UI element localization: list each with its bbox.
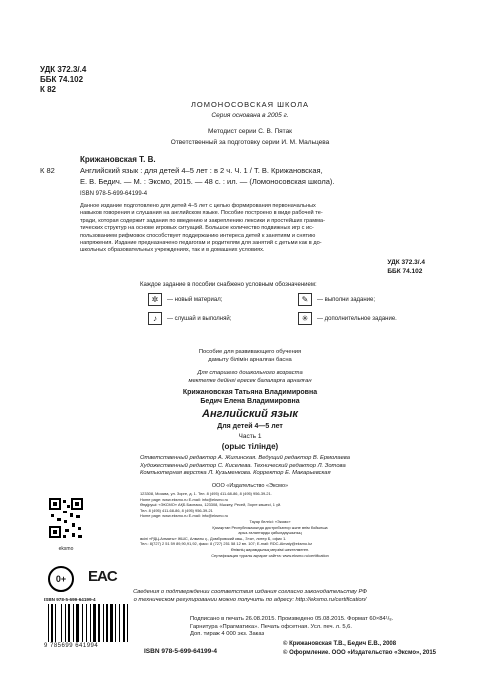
barcode-bar: [110, 604, 113, 642]
udk-block: [40, 65, 86, 95]
kaz-line-2: дамыту бiлiмiн арналған басна: [208, 357, 292, 363]
barcode-bar: [51, 604, 53, 642]
editor-line: Компьютерная верстка Л. Кузьменкова. Корректор Е. Макарьевская: [140, 470, 331, 477]
barcode-bar: [55, 604, 56, 642]
new-material-icon: ✲: [148, 293, 162, 306]
bib-record-line-2: Е. В. Бедич. — М. : Эксмо, 2015. — 48 с. : ил. — (Ломоносовская школа).: [80, 177, 335, 186]
barcode-digits: 9 785699 641994: [44, 643, 99, 649]
publisher-line: 123308, Москва, ул. Зорге, д. 1. Тел. 8 (495) 411-68-86, 8 (495) 956-39-21.: [140, 491, 272, 496]
udk-right: [387, 258, 425, 276]
series-founded: Серия основана в 2005 г.: [211, 112, 289, 119]
barcode-bar: [76, 604, 79, 642]
print-line: Подписано в печать 26.08.2015. Произведено 05.08.2015. Формат 60×84¹/₈.: [190, 616, 394, 622]
book-title: Английский язык: [202, 408, 298, 420]
barcode-bar: [123, 604, 125, 642]
eac-mark: EAC: [88, 568, 117, 585]
publisher-line: Сертификация туралы ақпарат сайтта: www.eksmo.ru/certification: [211, 552, 329, 558]
bib-record-line-1: Английский язык : для детей 4–5 лет : в 2 ч. Ч. 1 / Т. В. Крижановская,: [80, 166, 323, 175]
udk-line: УДК 372.3/.4: [40, 65, 87, 74]
catalog-code: К 82: [40, 166, 55, 175]
barcode-bar: [68, 604, 70, 642]
series-methodist: Методист серии С. В. Пятак: [207, 128, 293, 135]
series-title: ЛОМОНОСОВСКАЯ ШКОЛА: [190, 100, 310, 109]
publisher-name: ООО «Издательство «Эксмо»: [211, 483, 289, 489]
series-responsible: Ответственный за подготовку серии И. М. Мальцева: [170, 139, 330, 146]
abstract: [80, 203, 425, 255]
language-note: (орыс тiлiнде): [221, 442, 279, 451]
part-number: Часть 1: [238, 433, 262, 440]
do-task-icon: ✎: [298, 293, 312, 306]
abstract-line: школьных образовательных учреждениях, так и в домашних условиях.: [80, 247, 265, 254]
barcode-bars: [48, 604, 130, 642]
qr-code: [48, 497, 84, 551]
abstract-line: тических структур на основе игровых ситуаций. Большое количество подвижных игр с ис-: [80, 225, 314, 232]
barcode-bar: [93, 604, 96, 642]
k82-line: К 82: [40, 85, 57, 94]
print-line: Гарнитура «Прагматика». Печать офсетная. Усл. печ. л. 5,6.: [190, 623, 353, 630]
barcode-bar: [115, 604, 116, 642]
publisher-line: өкiлi «РДЦ-Алматы» ЖШС, Алматы қ., Домбровский көш., 3«а», литер Б, офис 1.: [140, 535, 287, 541]
legend-intro: Каждое задание в пособии снабжено условным обозначением:: [140, 282, 317, 288]
extra-task-icon: ✳: [298, 312, 312, 325]
age-rating-badge: 0+: [48, 566, 74, 592]
publisher-line: Өнiмнiң жарамдылық мерзiмi шектелмеген.: [230, 546, 310, 552]
abstract-line: тради, которая содержит задания по введению и закреплению лексики и простейших грамма-: [80, 217, 325, 224]
barcode-bar: [61, 604, 62, 642]
qr-caption: eksmo: [58, 546, 74, 552]
publisher-line: Тел. 8 (495) 411-68-86, 8 (495) 956-39-21: [140, 507, 213, 513]
qr-code-icon: [48, 497, 84, 541]
listen-icon: ♪: [148, 312, 162, 325]
barcode: [44, 597, 132, 653]
barcode-bar: [48, 604, 49, 642]
barcode-bar: [127, 604, 128, 642]
legend-do: — выполни задание;: [317, 296, 376, 303]
barcode-bar: [82, 604, 83, 642]
author-full-2: Бедич Елена Владимировна: [200, 398, 300, 405]
isbn-record: ISBN 978-5-699-64199-4: [80, 191, 148, 197]
copyright-line-2: © Оформление. ООО «Издательство «Эксмо», 2015: [283, 650, 437, 656]
barcode-bar: [86, 604, 87, 642]
editors: [140, 455, 350, 478]
barcode-bar: [90, 604, 91, 642]
abstract-line: напряжения. Издание предназначено педагогам и родителям для занятий с детьми как в до-: [80, 240, 322, 247]
legend: [148, 293, 448, 333]
legend-new: — новый материал;: [167, 296, 223, 303]
editor-line: Художественный редактор С. Киселева. Технический редактор Л. Зотова: [140, 462, 346, 469]
isbn-bottom: ISBN 978-5-699-64199-4: [144, 648, 217, 655]
barcode-bar: [106, 604, 108, 642]
copyright-line-1: © Крижановская Т.В., Бедич Е.В., 2008: [283, 641, 397, 647]
legend-listen: — слушай и выполняй;: [167, 315, 232, 322]
kaz-line-4: мектепке дейiнгi ересек балаларға арналған: [188, 378, 312, 384]
barcode-bar: [98, 604, 100, 642]
cert-line-1: Сведения о подтверждении соответствия издания согласно законодательству РФ: [133, 589, 367, 595]
publisher-line: Тел.: 8(727) 2 51 59 89,90,91,92, факс: 8 (727) 251 58 12 вн. 107; E-mail: RDC-Almaty@eksmo.kz: [140, 541, 313, 547]
cert-line-2: о техническом регулировании можно получить по адресу: http://eksmo.ru/certification/: [133, 597, 367, 603]
author-heading: Крижановская Т. В.: [80, 155, 156, 164]
bbk-right-line: ББК 74.102: [387, 268, 423, 275]
abstract-line: пользованием рифмовок способствует поддержанию интереса детей к занятиям и снятию: [80, 232, 316, 239]
legend-extra: — дополнительное задание.: [317, 315, 397, 322]
author-full-1: Крижановская Татьяна Владимировна: [182, 389, 318, 396]
abstract-line: Данное издание подготовлено для детей 4–5 лет с целью формирования первоначальных: [80, 203, 316, 209]
publisher-line: Home page: www.eksmo.ru E-mail: info@eksmo.ru: [140, 513, 229, 519]
barcode-bar: [103, 604, 104, 642]
print-line: Доп. тираж 4 000 экз. Заказ: [190, 631, 265, 638]
publisher-details: [140, 491, 400, 558]
editor-line: Ответственный редактор А. Жилинская. Ведущий редактор В. Ермолаева: [140, 455, 350, 461]
barcode-bar: [65, 604, 66, 642]
print-info: [190, 616, 393, 639]
kaz-line-3: Для старшего дошкольного возраста: [197, 370, 303, 376]
publisher-line: Қазақстан Республикасында дистрибьютор және өнiм бойынша: [212, 524, 328, 530]
barcode-bar: [73, 604, 74, 642]
publisher-line: Home page: www.eksmo.ru E-mail: info@eksmo.ru: [140, 496, 229, 502]
publisher-line: Тауар белгiсi: «Эксмо»: [249, 518, 291, 524]
barcode-bar: [119, 604, 120, 642]
kaz-line-1: Пособие для развивающего обучения: [198, 349, 302, 355]
publisher-line: Өндiрушi: «ЭКСМО» АҚБ Баспасы, 123308, Мәскеу, Ресей, Зорге көшесi, 1 үй.: [140, 502, 282, 508]
publisher-line: арыз-талаптарды қабылдаушының: [238, 530, 302, 536]
barcode-isbn: ISBN 978-5-699-64199-4: [44, 597, 96, 602]
udk-right-line: УДК 372.3/.4: [387, 259, 425, 266]
bbk-line: ББК 74.102: [40, 75, 84, 84]
age-range: Для детей 4—5 лет: [217, 423, 283, 430]
abstract-line: навыков говорения и слушания на английском языке. Пособие построено в виде рабочей те-: [80, 210, 323, 217]
copyright: [283, 640, 436, 658]
